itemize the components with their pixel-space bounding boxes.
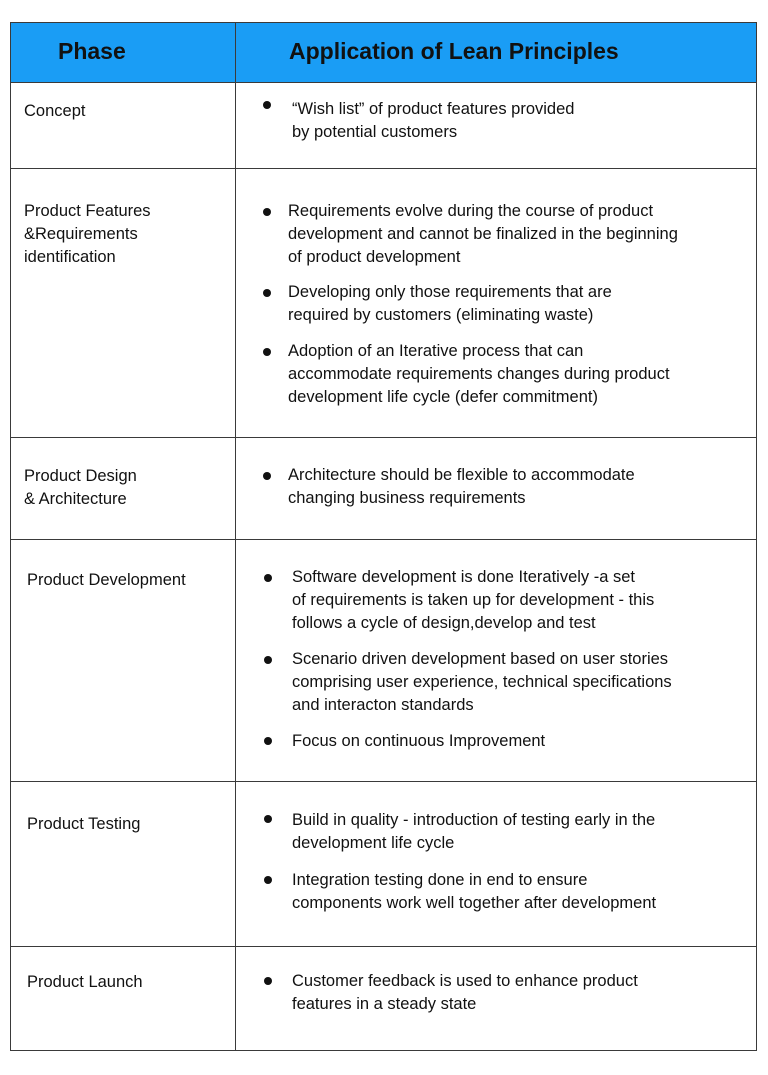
principle-bullet: Integration testing done in end to ensure components work well together after development xyxy=(292,871,657,912)
bullet-icon xyxy=(263,208,271,216)
phase-cell-concept: Concept xyxy=(24,102,86,120)
phase-cell-product-testing: Product Testing xyxy=(27,815,141,833)
principle-bullet: Scenario driven development based on user stories comprising user experience, technical specifications and interacton standards xyxy=(292,650,672,714)
principle-bullet: Requirements evolve during the course of product development and cannot be finalized in the beginning of product development xyxy=(288,202,678,266)
row-divider xyxy=(10,781,757,782)
row-divider xyxy=(10,437,757,438)
principle-bullet: “Wish list” of product features provided by potential customers xyxy=(292,100,575,141)
bullet-icon xyxy=(263,472,271,480)
principle-bullet: Build in quality - introduction of testing early in the development life cycle xyxy=(292,811,656,852)
bullet-icon xyxy=(263,101,271,109)
row-divider xyxy=(10,946,757,947)
bullet-icon xyxy=(264,656,272,664)
principle-bullet: Adoption of an Iterative process that can accommodate requirements changes during product development life cycle (defer commitment) xyxy=(288,342,670,406)
principle-bullet: Focus on continuous Improvement xyxy=(292,732,546,750)
phase-cell-product-launch: Product Launch xyxy=(27,973,143,991)
phase-cell-product-design: Product Design & Architecture xyxy=(24,467,137,508)
bullet-icon xyxy=(264,977,272,985)
row-divider xyxy=(10,168,757,169)
column-divider xyxy=(235,22,236,1051)
bullet-icon xyxy=(264,815,272,823)
bullet-icon xyxy=(264,876,272,884)
phase-cell-product-features: Product Features &Requirements identification xyxy=(24,202,151,266)
bullet-icon xyxy=(264,574,272,582)
row-divider xyxy=(10,82,757,83)
application-column-header: Application of Lean Principles xyxy=(289,38,619,64)
bullet-icon xyxy=(263,289,271,297)
phase-column-header: Phase xyxy=(58,38,126,64)
bullet-icon xyxy=(264,737,272,745)
row-divider xyxy=(10,539,757,540)
bullet-icon xyxy=(263,348,271,356)
principle-bullet: Customer feedback is used to enhance product features in a steady state xyxy=(292,972,638,1013)
principle-bullet: Software development is done Iteratively -a set of requirements is taken up for development - this follows a cycle of design,develop and test xyxy=(292,568,655,632)
principle-bullet: Developing only those requirements that are required by customers (eliminating waste) xyxy=(288,283,612,324)
phase-cell-product-development: Product Development xyxy=(27,571,186,589)
principle-bullet: Architecture should be flexible to accommodate changing business requirements xyxy=(288,466,635,507)
